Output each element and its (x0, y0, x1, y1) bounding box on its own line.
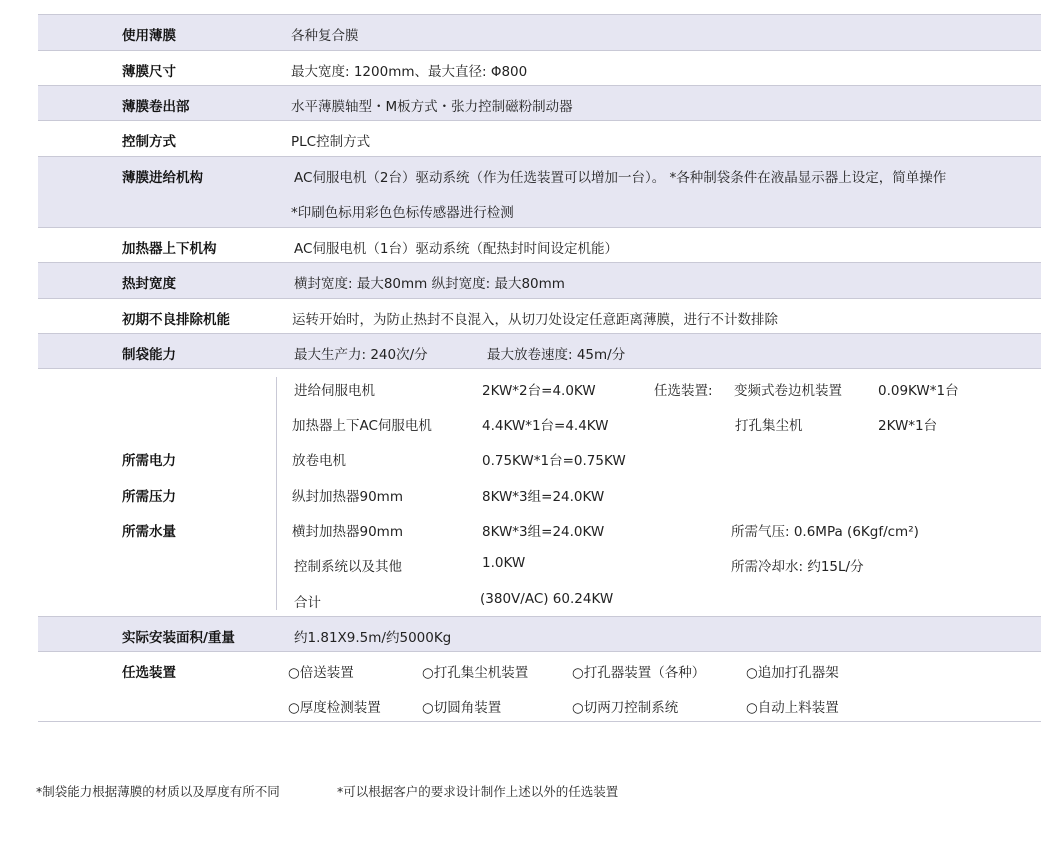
power-item-name: 放卷电机 (292, 453, 346, 469)
power-item-name: 加热器上下AC伺服电机 (292, 418, 432, 434)
option-item-value: 2KW*1台 (878, 418, 938, 434)
row-optional (38, 651, 1041, 722)
option-item-value: 0.09KW*1台 (878, 383, 959, 399)
capacity-production: 最大生产力: 240次/分 (294, 347, 428, 363)
optional-item: ○打孔器装置（各种） (572, 665, 706, 681)
row-value: 运转开始时，为防止热封不良混入，从切刀处设定任意距离薄膜，进行不计数排除 (292, 312, 778, 328)
row-label: 初期不良排除机能 (122, 312, 230, 328)
row-reject (38, 298, 1041, 333)
optional-item: ○追加打孔器架 (746, 665, 839, 681)
footnote: *可以根据客户的要求设计制作上述以外的任选装置 (337, 784, 619, 799)
row-control (38, 120, 1041, 156)
row-label: 热封宽度 (122, 276, 176, 292)
row-label: 加热器上下机构 (122, 241, 217, 257)
power-item-value: 8KW*3组=24.0KW (482, 524, 605, 540)
row-power (38, 368, 1041, 616)
optional-item: ○倍送装置 (288, 665, 354, 681)
option-item-name: 打孔集尘机 (735, 418, 803, 434)
row-heater-lift (38, 227, 1041, 262)
optional-item: ○切两刀控制系统 (572, 700, 679, 716)
row-label: 薄膜尺寸 (122, 64, 176, 80)
row-label: 薄膜卷出部 (122, 99, 190, 115)
row-label: 制袋能力 (122, 347, 176, 363)
row-unwind (38, 85, 1041, 120)
row-value: AC伺服电机（1台）驱动系统（配热封时间设定机能） (294, 241, 619, 257)
row-value: PLC控制方式 (291, 134, 371, 150)
row-label: 任选装置 (122, 665, 176, 681)
water-label: 所需水量 (122, 524, 176, 540)
power-item-value: 8KW*3组=24.0KW (482, 489, 605, 505)
row-label: 薄膜进给机构 (122, 170, 203, 186)
row-feed (38, 156, 1041, 227)
cooling-water: 所需冷却水: 约15L/分 (731, 559, 864, 575)
air-pressure: 所需气压: 0.6MPa (6Kgf/cm²) (731, 524, 919, 540)
power-item-value: 2KW*2台=4.0KW (482, 383, 596, 399)
power-item-value: 4.4KW*1台=4.4KW (482, 418, 609, 434)
power-total-value: (380V/AC) 60.24KW (480, 591, 614, 607)
option-title: 任选装置: (654, 383, 713, 399)
power-item-value: 1.0KW (482, 555, 526, 571)
optional-item: ○打孔集尘机装置 (422, 665, 529, 681)
row-value: 最大宽度: 1200mm、最大直径: Φ800 (291, 64, 528, 80)
row-film (38, 14, 1041, 50)
row-value: 水平薄膜轴型・M板方式・张力控制磁粉制动器 (291, 99, 573, 115)
row-value-line2: *印刷色标用彩色色标传感器进行检测 (291, 205, 514, 221)
pressure-label: 所需压力 (122, 489, 176, 505)
power-item-name: 进给伺服电机 (294, 383, 375, 399)
row-capacity (38, 333, 1041, 368)
power-item-name: 纵封加热器90mm (292, 489, 403, 505)
row-label: 控制方式 (122, 134, 176, 150)
spec-table (38, 14, 1041, 722)
column-divider (276, 377, 277, 610)
optional-item: ○厚度检测装置 (288, 700, 381, 716)
row-value: 横封宽度: 最大80mm 纵封宽度: 最大80mm (294, 276, 565, 292)
row-seal-width (38, 262, 1041, 298)
capacity-unwind-speed: 最大放卷速度: 45m/分 (487, 347, 626, 363)
footnote: *制袋能力根据薄膜的材质以及厚度有所不同 (36, 784, 280, 799)
power-item-name: 合计 (294, 595, 321, 611)
row-label: 实际安装面积/重量 (122, 630, 235, 646)
optional-item: ○自动上料装置 (746, 700, 839, 716)
row-size (38, 50, 1041, 85)
power-label: 所需电力 (122, 453, 176, 469)
power-item-name: 横封加热器90mm (292, 524, 403, 540)
optional-item: ○切圆角装置 (422, 700, 502, 716)
row-value: 各种复合膜 (291, 28, 359, 44)
row-label: 使用薄膜 (122, 28, 176, 44)
option-item-name: 变频式卷边机装置 (734, 383, 842, 399)
row-install (38, 616, 1041, 651)
row-value-line1: AC伺服电机（2台）驱动系统（作为任选装置可以增加一台）。 *各种制袋条件在液晶显示器上设定，简单操作 (294, 170, 947, 186)
row-value: 约1.81X9.5m/约5000Kg (294, 630, 452, 646)
power-item-value: 0.75KW*1台=0.75KW (482, 453, 626, 469)
power-item-name: 控制系统以及其他 (294, 559, 402, 575)
